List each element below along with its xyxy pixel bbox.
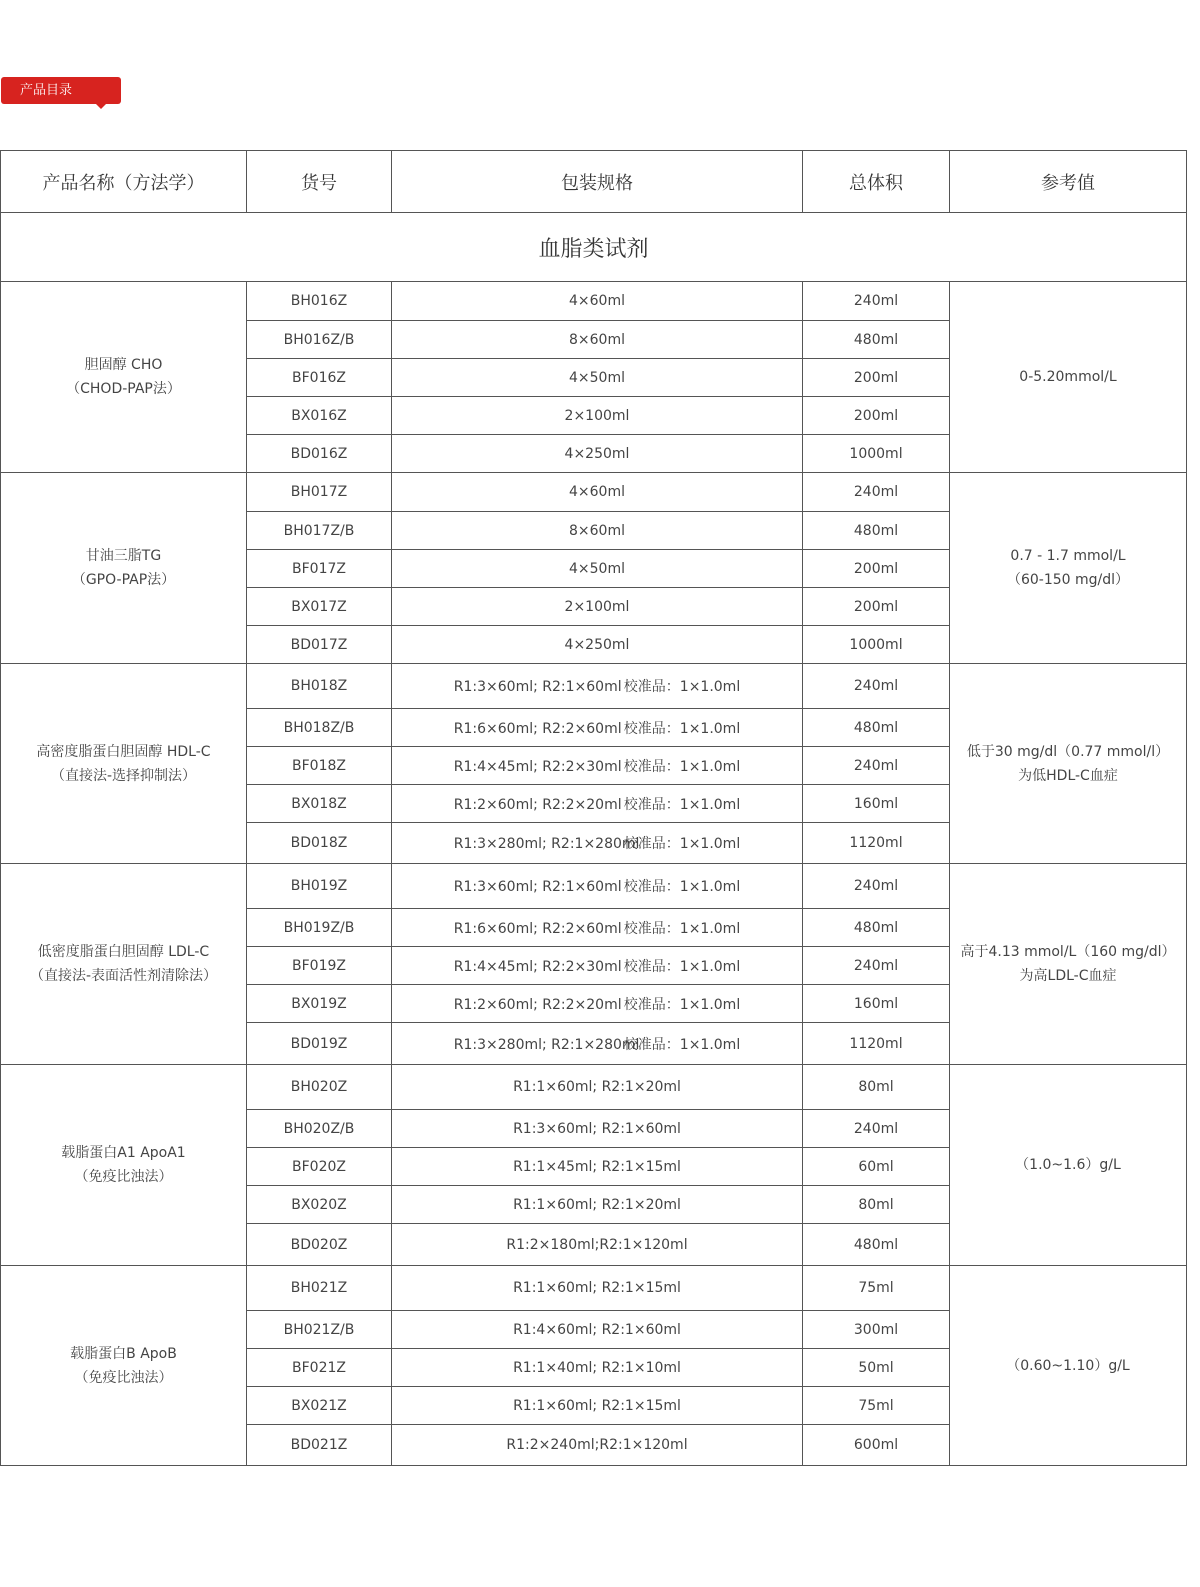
- item-code-cell: BX017Z: [247, 588, 392, 626]
- product-name-cell: [1, 1065, 247, 1266]
- product-name-line: 高密度脂蛋白胆固醇 HDL-C: [36, 743, 211, 760]
- item-code-cell: BH017Z: [247, 473, 392, 512]
- total-volume-cell: 1120ml: [803, 1023, 950, 1065]
- total-volume-cell: 480ml: [803, 321, 950, 359]
- total-volume-cell: 240ml: [803, 473, 950, 512]
- item-code-cell: BH021Z: [247, 1266, 392, 1311]
- item-code-cell: BF020Z: [247, 1148, 392, 1186]
- total-volume-cell: 60ml: [803, 1148, 950, 1186]
- reagent-spec: R1:3×280ml; R2:1×280ml: [453, 1036, 640, 1053]
- table-row: [1, 664, 1187, 709]
- package-spec-cell: [392, 785, 803, 823]
- reagent-spec: R1:3×280ml; R2:1×280ml: [453, 836, 640, 852]
- package-spec-cell: 2×100ml: [392, 397, 803, 435]
- total-volume-cell: 480ml: [803, 512, 950, 550]
- product-name-line: （免疫比浊法）: [74, 1369, 173, 1386]
- calibrator-spec: 校准品：1×1.0ml: [623, 1036, 741, 1053]
- reference-value-cell: [950, 1065, 1187, 1266]
- reference-value-line: 为高LDL-C血症: [1019, 968, 1117, 984]
- package-spec-cell: R1:1×40ml; R2:1×10ml: [392, 1349, 803, 1387]
- package-spec-cell: 4×60ml: [392, 282, 803, 321]
- package-spec-cell: 4×250ml: [392, 435, 803, 473]
- calibrator-spec: 校准品：1×1.0ml: [623, 958, 741, 975]
- product-catalog-table: [0, 150, 1187, 1466]
- package-spec-cell: [392, 709, 803, 747]
- item-code-cell: BF018Z: [247, 747, 392, 785]
- table-row: [1, 473, 1187, 512]
- package-spec-cell: [392, 747, 803, 785]
- total-volume-cell: 75ml: [803, 1266, 950, 1311]
- product-name-cell: [1, 1266, 247, 1466]
- reference-value-line: 为低HDL-C血症: [1018, 767, 1118, 784]
- total-volume-cell: 160ml: [803, 985, 950, 1023]
- package-spec-cell: 8×60ml: [392, 321, 803, 359]
- item-code-cell: BH019Z/B: [247, 909, 392, 947]
- package-spec-cell: R1:1×60ml; R2:1×15ml: [392, 1266, 803, 1311]
- product-name-line: （直接法-表面活性剂清除法）: [29, 968, 218, 984]
- section-row: [1, 213, 1187, 282]
- item-code-cell: BH020Z: [247, 1065, 392, 1110]
- item-code-cell: BX019Z: [247, 985, 392, 1023]
- item-code-cell: BD016Z: [247, 435, 392, 473]
- item-code-cell: BF021Z: [247, 1349, 392, 1387]
- reference-value-line: （60-150 mg/dl）: [1006, 572, 1130, 588]
- reference-value-line: 0.7 - 1.7 mmol/L: [1010, 548, 1126, 564]
- product-name-line: （GPO-PAP法）: [71, 572, 176, 588]
- header-row: [1, 151, 1187, 213]
- reference-value-line: （0.60~1.10）g/L: [1006, 1357, 1130, 1374]
- catalog-badge-label: 产品目录: [20, 83, 73, 98]
- item-code-cell: BH018Z/B: [247, 709, 392, 747]
- item-code-cell: BF016Z: [247, 359, 392, 397]
- header-item-code: 货号: [247, 151, 392, 213]
- package-spec-cell: R1:1×60ml; R2:1×15ml: [392, 1387, 803, 1425]
- package-spec-cell: R1:1×60ml; R2:1×20ml: [392, 1065, 803, 1110]
- total-volume-cell: 1000ml: [803, 435, 950, 473]
- total-volume-cell: 1120ml: [803, 823, 950, 864]
- total-volume-cell: 50ml: [803, 1349, 950, 1387]
- calibrator-spec: 校准品：1×1.0ml: [623, 679, 741, 695]
- reference-value-cell: [950, 282, 1187, 473]
- table-row: [1, 1065, 1187, 1110]
- product-name-line: 甘油三脂TG: [85, 548, 162, 564]
- package-spec-cell: R1:4×60ml; R2:1×60ml: [392, 1311, 803, 1349]
- item-code-cell: BD020Z: [247, 1224, 392, 1266]
- reagent-spec: R1:2×60ml; R2:2×20ml: [453, 996, 622, 1013]
- reagent-spec: R1:2×60ml; R2:2×20ml: [453, 796, 622, 813]
- calibrator-spec: 校准品：1×1.0ml: [623, 836, 741, 852]
- item-code-cell: BX021Z: [247, 1387, 392, 1425]
- product-name-line: （直接法-选择抑制法）: [50, 767, 197, 784]
- product-name-cell: [1, 664, 247, 864]
- section-title: 血脂类试剂: [1, 213, 1187, 282]
- item-code-cell: BH021Z/B: [247, 1311, 392, 1349]
- item-code-cell: BX020Z: [247, 1186, 392, 1224]
- total-volume-cell: 1000ml: [803, 626, 950, 664]
- calibrator-spec: 校准品：1×1.0ml: [623, 879, 741, 895]
- item-code-cell: BH017Z/B: [247, 512, 392, 550]
- total-volume-cell: 240ml: [803, 747, 950, 785]
- total-volume-cell: 300ml: [803, 1311, 950, 1349]
- item-code-cell: BD018Z: [247, 823, 392, 864]
- product-name-line: （免疫比浊法）: [74, 1169, 173, 1185]
- total-volume-cell: 200ml: [803, 397, 950, 435]
- package-spec-cell: 8×60ml: [392, 512, 803, 550]
- reference-value-cell: [950, 1266, 1187, 1466]
- total-volume-cell: 240ml: [803, 947, 950, 985]
- reference-value-line: 低于30 mg/dl（0.77 mmol/l）: [966, 743, 1170, 760]
- package-spec-cell: R1:3×60ml; R2:1×60ml: [392, 1110, 803, 1148]
- product-name-line: 低密度脂蛋白胆固醇 LDL-C: [37, 944, 210, 960]
- total-volume-cell: 80ml: [803, 1065, 950, 1110]
- package-spec-cell: R1:1×60ml; R2:1×20ml: [392, 1186, 803, 1224]
- total-volume-cell: 80ml: [803, 1186, 950, 1224]
- package-spec-cell: [392, 985, 803, 1023]
- item-code-cell: BD019Z: [247, 1023, 392, 1065]
- package-spec-cell: R1:2×180ml;R2:1×120ml: [392, 1224, 803, 1266]
- item-code-cell: BF019Z: [247, 947, 392, 985]
- reagent-spec: R1:6×60ml; R2:2×60ml: [453, 720, 622, 737]
- item-code-cell: BH016Z: [247, 282, 392, 321]
- reagent-spec: R1:3×60ml; R2:1×60ml: [453, 879, 622, 895]
- calibrator-spec: 校准品：1×1.0ml: [623, 720, 741, 737]
- total-volume-cell: 200ml: [803, 359, 950, 397]
- header-reference-value: 参考值: [950, 151, 1187, 213]
- reagent-spec: R1:4×45ml; R2:2×30ml: [453, 758, 622, 775]
- catalog-badge: [1, 77, 121, 104]
- reference-value-cell: [950, 664, 1187, 864]
- item-code-cell: BX018Z: [247, 785, 392, 823]
- item-code-cell: BH020Z/B: [247, 1110, 392, 1148]
- reference-value-line: 高于4.13 mmol/L（160 mg/dl）: [960, 944, 1176, 960]
- total-volume-cell: 480ml: [803, 909, 950, 947]
- total-volume-cell: 200ml: [803, 550, 950, 588]
- reference-value-cell: [950, 473, 1187, 664]
- item-code-cell: BD021Z: [247, 1425, 392, 1466]
- package-spec-cell: [392, 664, 803, 709]
- calibrator-spec: 校准品：1×1.0ml: [623, 920, 741, 937]
- reagent-spec: R1:3×60ml; R2:1×60ml: [453, 679, 622, 695]
- item-code-cell: BH019Z: [247, 864, 392, 909]
- package-spec-cell: 4×50ml: [392, 550, 803, 588]
- package-spec-cell: [392, 909, 803, 947]
- calibrator-spec: 校准品：1×1.0ml: [623, 796, 741, 813]
- package-spec-cell: R1:2×240ml;R2:1×120ml: [392, 1425, 803, 1466]
- package-spec-cell: [392, 823, 803, 864]
- item-code-cell: BH016Z/B: [247, 321, 392, 359]
- table-row: [1, 1266, 1187, 1311]
- total-volume-cell: 240ml: [803, 282, 950, 321]
- reagent-spec: R1:4×45ml; R2:2×30ml: [453, 958, 622, 975]
- package-spec-cell: [392, 947, 803, 985]
- product-name-line: 载脂蛋白B ApoB: [70, 1345, 177, 1362]
- total-volume-cell: 240ml: [803, 864, 950, 909]
- reference-value-line: （1.0~1.6）g/L: [1015, 1157, 1121, 1173]
- table-row: [1, 864, 1187, 909]
- package-spec-cell: [392, 1023, 803, 1065]
- package-spec-cell: 4×50ml: [392, 359, 803, 397]
- item-code-cell: BX016Z: [247, 397, 392, 435]
- reagent-spec: R1:6×60ml; R2:2×60ml: [453, 920, 622, 937]
- reference-value-cell: [950, 864, 1187, 1065]
- calibrator-spec: 校准品：1×1.0ml: [623, 996, 741, 1013]
- total-volume-cell: 240ml: [803, 1110, 950, 1148]
- product-name-line: （CHOD-PAP法）: [66, 381, 181, 397]
- product-name-cell: [1, 282, 247, 473]
- total-volume-cell: 480ml: [803, 709, 950, 747]
- package-spec-cell: [392, 864, 803, 909]
- header-package-spec: 包装规格: [392, 151, 803, 213]
- total-volume-cell: 600ml: [803, 1425, 950, 1466]
- product-name-line: 胆固醇 CHO: [84, 357, 163, 373]
- badge-pointer: [96, 104, 106, 109]
- reference-value-line: 0-5.20mmol/L: [1019, 369, 1117, 385]
- header-total-volume: 总体积: [803, 151, 950, 213]
- total-volume-cell: 240ml: [803, 664, 950, 709]
- package-spec-cell: 4×60ml: [392, 473, 803, 512]
- header-product-name: 产品名称（方法学）: [1, 151, 247, 213]
- table-row: [1, 282, 1187, 321]
- package-spec-cell: 2×100ml: [392, 588, 803, 626]
- calibrator-spec: 校准品：1×1.0ml: [623, 758, 741, 775]
- total-volume-cell: 480ml: [803, 1224, 950, 1266]
- product-name-cell: [1, 473, 247, 664]
- total-volume-cell: 160ml: [803, 785, 950, 823]
- item-code-cell: BF017Z: [247, 550, 392, 588]
- package-spec-cell: R1:1×45ml; R2:1×15ml: [392, 1148, 803, 1186]
- item-code-cell: BD017Z: [247, 626, 392, 664]
- total-volume-cell: 75ml: [803, 1387, 950, 1425]
- package-spec-cell: 4×250ml: [392, 626, 803, 664]
- product-name-cell: [1, 864, 247, 1065]
- product-name-line: 载脂蛋白A1 ApoA1: [61, 1145, 186, 1161]
- total-volume-cell: 200ml: [803, 588, 950, 626]
- item-code-cell: BH018Z: [247, 664, 392, 709]
